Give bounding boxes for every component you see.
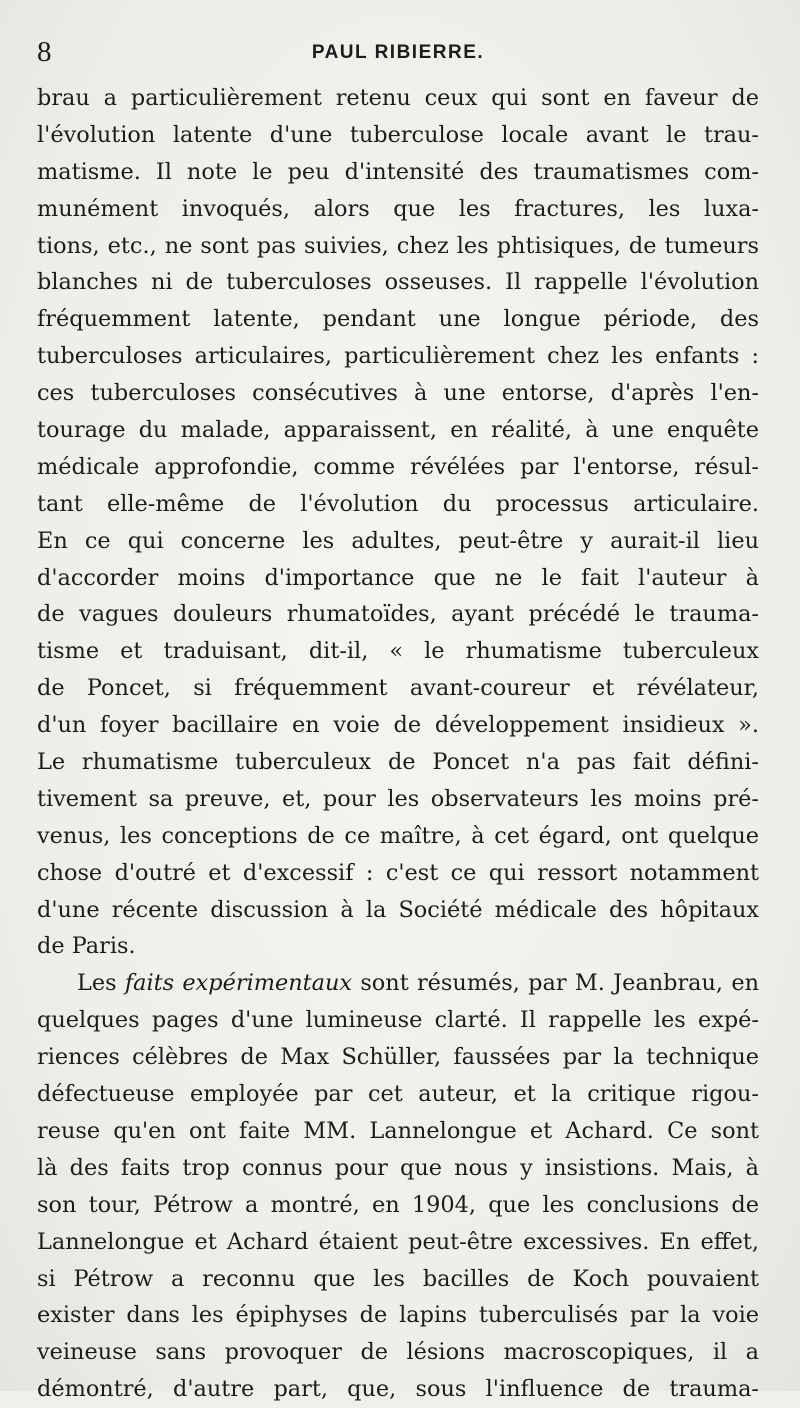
body-text	[37, 80, 759, 1408]
page-number: 8	[37, 36, 52, 68]
text-line: fréquemment latente, pendant une longue période, des	[37, 306, 759, 333]
page-header	[37, 34, 759, 70]
text-line: munément invoqués, alors que les fractures, les luxa-	[37, 195, 759, 222]
text-line: là des faits trop connus pour que nous y insistions. Mais, à	[37, 1154, 759, 1181]
text-line: de Paris.	[37, 933, 136, 960]
text-line: matisme. Il note le peu d'intensité des traumatismes com-	[37, 158, 759, 185]
text-line: tourage du malade, apparaissent, en réalité, à une enquête	[37, 417, 759, 444]
text-line: brau a particulièrement retenu ceux qui sont en faveur de	[37, 85, 759, 111]
text-line: Lannelongue et Achard étaient peut-être excessives. En effet,	[37, 1228, 759, 1255]
text-line: défectueuse employée par cet auteur, et la critique rigou-	[37, 1081, 759, 1108]
paragraph-2-rest: sont résumés, par M. Jeanbrau, en	[360, 970, 759, 997]
paragraph-2-first-line	[37, 965, 759, 1002]
text-line: Le rhumatisme tuberculeux de Poncet n'a pas fait défini-	[37, 749, 759, 776]
text-line: riences célèbres de Max Schüller, faussées par la technique	[37, 1044, 759, 1071]
italic-phrase: faits expérimentaux	[124, 970, 353, 997]
text-line: quelques pages d'une lumineuse clarté. Il rappelle les expé-	[37, 1007, 759, 1034]
text-line: tant elle-même de l'évolution du processus articulaire.	[37, 490, 759, 517]
text-line: de vagues douleurs rhumatoïdes, ayant précédé le trauma-	[37, 601, 759, 628]
text-line: reuse qu'en ont faite MM. Lannelongue et Achard. Ce sont	[37, 1117, 759, 1144]
text-line: démontré, d'autre part, que, sous l'influence de trauma-	[37, 1376, 759, 1403]
text-line: ces tuberculoses consécutives à une entorse, d'après l'en-	[37, 380, 759, 407]
text-line: tuberculoses articulaires, particulièrement chez les enfants :	[37, 343, 759, 370]
text-line: son tour, Pétrow a montré, en 1904, que les conclusions de	[37, 1191, 759, 1218]
text-line: d'une récente discussion à la Société médicale des hôpitaux	[37, 896, 759, 923]
text-line: chose d'outré et d'excessif : c'est ce qui ressort notamment	[37, 859, 759, 886]
text-line: l'évolution latente d'une tuberculose locale avant le trau-	[37, 121, 759, 148]
text-line: En ce qui concerne les adultes, peut-être y aurait-il lieu	[37, 527, 759, 554]
paragraph-2-lead: Les	[77, 970, 125, 997]
text-line: médicale approfondie, comme révélées par l'entorse, résul-	[37, 453, 759, 480]
text-line: d'accorder moins d'importance que ne le fait l'auteur à	[37, 564, 759, 591]
text-line: de Poncet, si fréquemment avant-coureur et révélateur,	[37, 675, 759, 702]
text-line: tisme et traduisant, dit-il, « le rhumatisme tuberculeux	[37, 638, 759, 665]
text-line: si Pétrow a reconnu que les bacilles de Koch pouvaient	[37, 1265, 759, 1292]
text-line: veineuse sans provoquer de lésions macroscopiques, il a	[37, 1339, 759, 1366]
text-line: d'un foyer bacillaire en voie de développement insidieux ».	[37, 712, 759, 739]
text-line: tions, etc., ne sont pas suivies, chez les phtisiques, de tumeurs	[37, 232, 759, 259]
text-line: blanches ni de tuberculoses osseuses. Il rappelle l'évolution	[37, 269, 759, 296]
text-line: exister dans les épiphyses de lapins tuberculisés par la voie	[37, 1302, 759, 1329]
text-line: venus, les conceptions de ce maître, à cet égard, ont quelque	[37, 822, 759, 849]
running-head: PAUL RIBIERRE.	[311, 42, 485, 63]
text-line: tivement sa preuve, et, pour les observateurs les moins pré-	[37, 785, 759, 812]
